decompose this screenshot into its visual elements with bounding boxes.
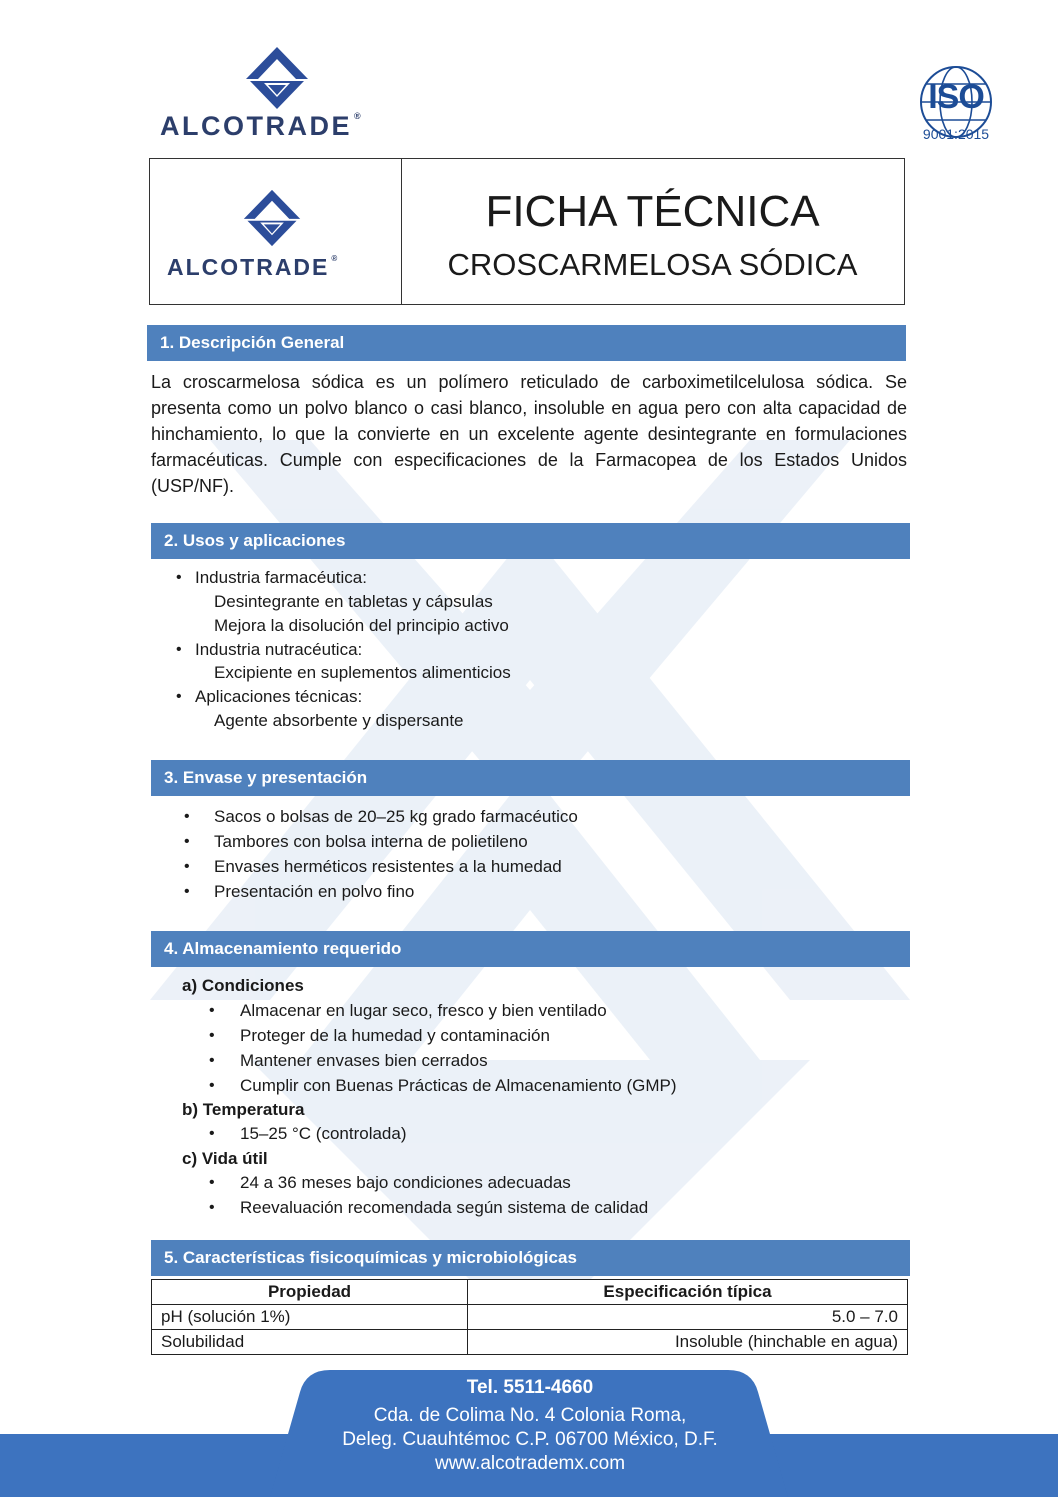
packaging-item: Presentación en polvo fino [214,882,415,901]
alcotrade-logo [160,45,410,145]
bullet-icon: • [209,1052,215,1069]
footer-phone: Tel. 5511-4660 [466,1377,594,1398]
bullet-icon: • [176,641,182,658]
table-header-cell: Propiedad [152,1280,468,1305]
section-heading-packaging: 3. Envase y presentación [151,760,910,796]
table-row [152,1305,908,1330]
bullet-icon: • [209,1002,215,1019]
bullet-icon: • [176,569,182,586]
alcotrade-logo-wordmark: ALCOTRADE ® [160,111,361,141]
storage-subheading: a) Condiciones [182,976,304,995]
storage-subheading: b) Temperatura [182,1100,305,1119]
general-description: La croscarmelosa sódica es un polímero reticulado de carboximetilcelulosa sódica. Se presenta como un polvo blanco o casi blanco, insoluble en agua pero con alta capacidad de hinchamiento, lo que la convierte en un excelente agente desintegrante en formulaciones farmacéuticas. Cumple con especificaciones de la Farmacopea de los Estados Unidos (USP/NF). [151,372,907,496]
table-header-cell: Especificación típica [468,1280,908,1305]
property-name: Solubilidad [152,1330,468,1355]
uses-item: Agente absorbente y dispersante [214,711,464,730]
header-logo-wordmark: ALCOTRADE ® [167,254,338,280]
alcotrade-logo-mark [244,45,310,111]
storage-item: Almacenar en lugar seco, fresco y bien ventilado [240,1001,607,1020]
document-header [149,158,905,305]
property-name: pH (solución 1%) [152,1305,468,1330]
section-heading-storage: 4. Almacenamiento requerido [151,931,910,967]
bullet-icon: • [184,883,190,900]
section-heading-general: 1. Descripción General [147,325,906,361]
footer-website: www.alcotrademx.com [434,1453,626,1474]
uses-item: Excipiente en suplementos alimenticios [214,663,511,682]
bullet-icon: • [184,858,190,875]
property-value: Insoluble (hinchable en agua) [468,1330,908,1355]
bullet-icon: • [209,1174,215,1191]
packaging-item: Envases herméticos resistentes a la humedad [214,857,562,876]
iso-standard: 9001:2015 [922,126,990,142]
uses-group-title: Industria farmacéutica: [195,568,367,587]
table-row [152,1330,908,1355]
properties-table [151,1279,908,1355]
packaging-item: Tambores con bolsa interna de polietileno [214,832,528,851]
storage-item: 15–25 °C (controlada) [240,1124,407,1143]
header-logo-cell [150,159,402,304]
storage-item: 24 a 36 meses bajo condiciones adecuadas [240,1173,571,1192]
bullet-icon: • [176,688,182,705]
document-subtitle: CROSCARMELOSA SÓDICA [447,247,858,282]
uses-group-title: Aplicaciones técnicas: [195,687,363,706]
uses-item: Desintegrante en tabletas y cápsulas [214,592,493,611]
table-header-row [152,1280,908,1305]
footer-address-line2: Deleg. Cuauhtémoc C.P. 06700 México, D.F. [342,1429,718,1450]
bullet-icon: • [209,1125,215,1142]
storage-item: Proteger de la humedad y contaminación [240,1026,550,1045]
uses-group-title: Industria nutracéutica: [195,640,363,659]
footer-address-line1: Cda. de Colima No. 4 Colonia Roma, [373,1405,687,1426]
storage-item: Mantener envases bien cerrados [240,1051,488,1070]
iso-label: ISO [928,78,984,116]
uses-item: Mejora la disolución del principio activo [214,616,509,635]
alcotrade-logo-mark [242,188,302,248]
storage-item: Reevaluación recomendada según sistema de calidad [240,1198,649,1217]
packaging-item: Sacos o bolsas de 20–25 kg grado farmacéutico [214,807,578,826]
iso-certification-badge [912,64,1002,148]
bullet-icon: • [209,1077,215,1094]
section-heading-uses: 2. Usos y aplicaciones [151,523,910,559]
page-footer [0,1370,1058,1497]
storage-subheading: c) Vida útil [182,1149,268,1168]
section-heading-properties: 5. Características fisicoquímicas y microbiológicas [151,1240,910,1276]
document-title: FICHA TÉCNICA [485,187,820,236]
storage-item: Cumplir con Buenas Prácticas de Almacenamiento (GMP) [240,1076,677,1095]
bullet-icon: • [184,808,190,825]
bullet-icon: • [209,1027,215,1044]
bullet-icon: • [209,1199,215,1216]
bullet-icon: • [184,833,190,850]
property-value: 5.0 – 7.0 [468,1305,908,1330]
